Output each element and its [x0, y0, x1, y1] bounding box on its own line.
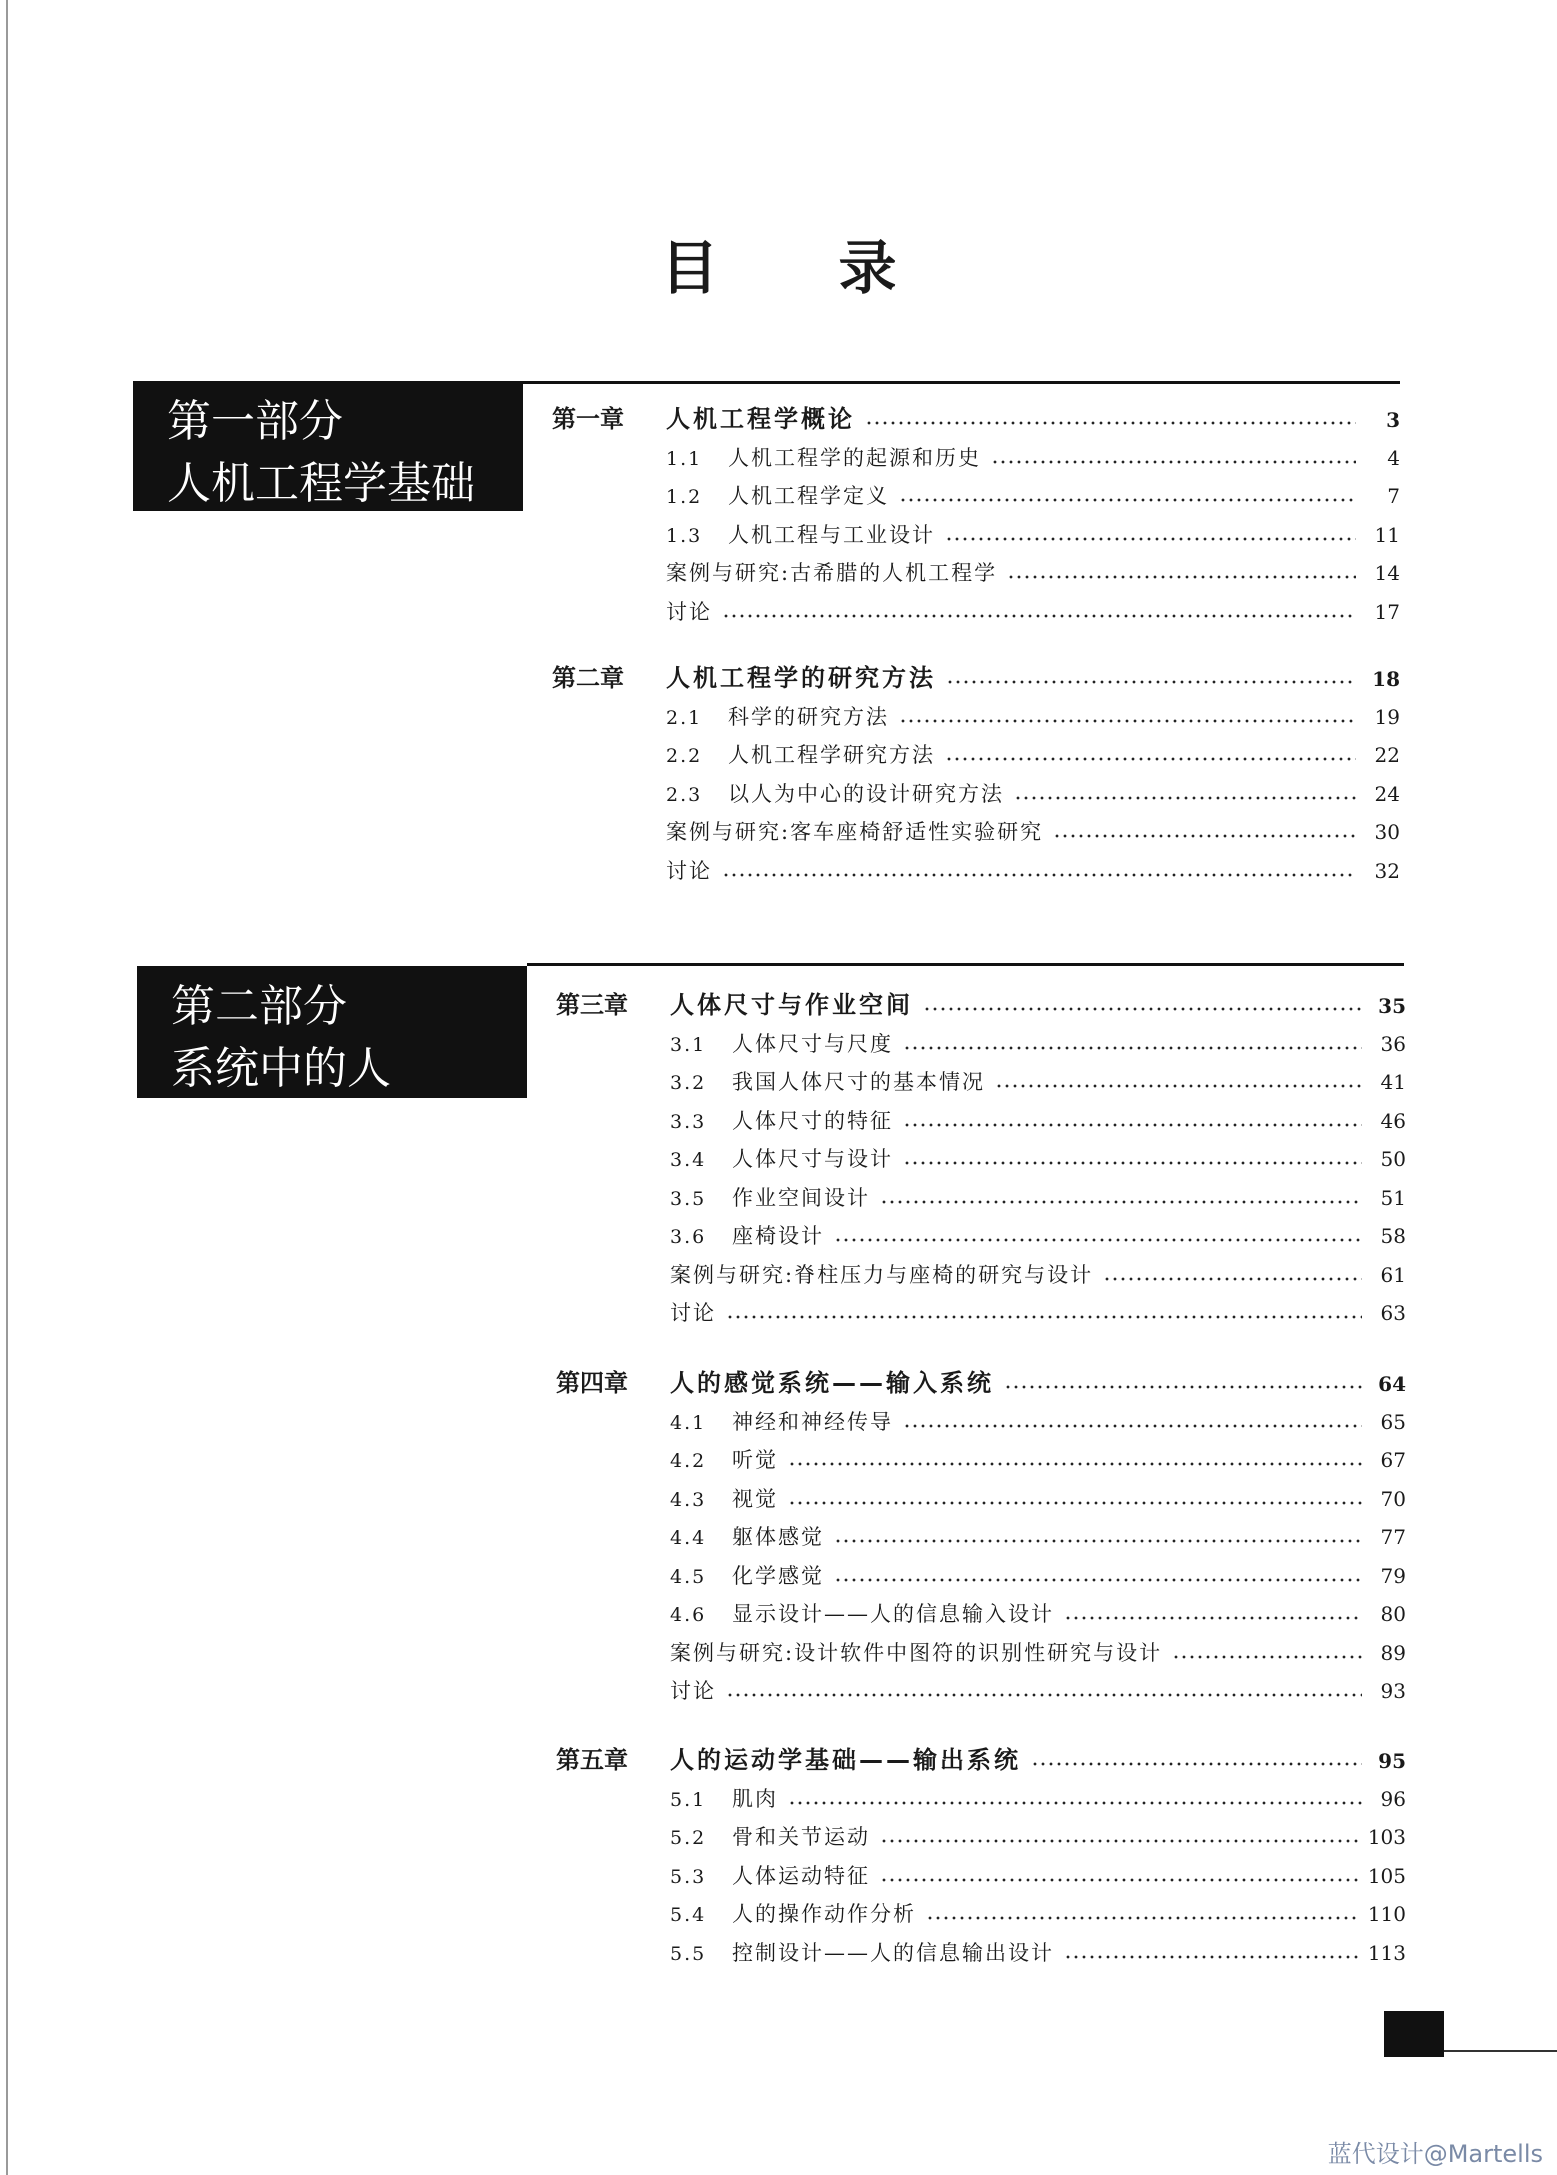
toc-entry-row — [670, 1522, 1406, 1552]
section-number: 3.1 — [670, 1033, 707, 1056]
dot-leader — [1004, 1385, 1362, 1389]
dot-leader — [1064, 1616, 1362, 1620]
dot-leader — [722, 873, 1356, 877]
page-number: 24 — [1374, 781, 1400, 806]
toc-entry-row — [670, 1676, 1406, 1706]
page-number: 41 — [1380, 1070, 1406, 1094]
section-number: 4.2 — [670, 1450, 707, 1472]
part-one-banner — [133, 381, 523, 511]
section-title: 作业空间设计 — [732, 1185, 870, 1210]
dot-leader — [834, 1578, 1362, 1582]
dot-leader — [899, 719, 1356, 723]
page-number: 63 — [1380, 1301, 1406, 1325]
dot-leader — [1007, 575, 1356, 579]
page-number: 51 — [1380, 1185, 1406, 1210]
chapter-title: 人机工程学概论 — [666, 405, 855, 433]
section-title: 肌肉 — [732, 1786, 778, 1811]
toc-entry-row — [666, 702, 1400, 732]
dot-leader — [903, 1123, 1362, 1127]
page-number: 36 — [1380, 1031, 1406, 1056]
page-number: 11 — [1374, 522, 1400, 547]
page-number: 22 — [1374, 743, 1400, 767]
toc-entry-row — [670, 1784, 1406, 1814]
page-corner-tab — [1384, 2011, 1444, 2057]
part-two-banner — [137, 966, 527, 1098]
dot-leader — [903, 1046, 1362, 1050]
part-one-rule — [523, 381, 1400, 384]
section-title: 讨论 — [670, 1301, 716, 1325]
part-two-label: 第二部分 — [171, 981, 347, 1032]
section-title: 化学感觉 — [732, 1563, 824, 1588]
section-title: 躯体感觉 — [732, 1525, 824, 1549]
page-number: 64 — [1378, 1372, 1406, 1396]
section-title: 案例与研究:脊柱压力与座椅的研究与设计 — [670, 1262, 1094, 1287]
toc-chapter-row — [556, 1368, 1406, 1398]
page-number: 35 — [1378, 994, 1406, 1018]
section-number: 4.3 — [670, 1488, 707, 1511]
toc-entry-row — [670, 1221, 1406, 1251]
page-number: 65 — [1380, 1409, 1406, 1434]
page-number: 17 — [1374, 599, 1400, 624]
page-number: 3 — [1386, 408, 1400, 432]
section-number: 2.2 — [666, 745, 703, 767]
section-number: 5.2 — [670, 1827, 707, 1849]
toc-entry-row — [666, 597, 1400, 627]
section-title: 讨论 — [666, 858, 712, 883]
section-title: 人体尺寸与设计 — [732, 1147, 893, 1171]
section-number: 1.1 — [666, 447, 703, 470]
toc-entry-row — [666, 520, 1400, 550]
page-number: 70 — [1380, 1486, 1406, 1511]
dot-leader — [865, 421, 1356, 425]
toc-entry-row — [666, 817, 1400, 847]
toc-entry-row — [666, 779, 1400, 809]
dot-leader — [1031, 1762, 1362, 1766]
part-one-label: 第一部分 — [167, 396, 343, 447]
dot-leader — [726, 1693, 1362, 1697]
page-number: 79 — [1380, 1563, 1406, 1588]
section-number: 5.5 — [670, 1942, 707, 1965]
chapter-label: 第五章 — [556, 1746, 628, 1774]
page-number: 105 — [1367, 1863, 1406, 1888]
dot-leader — [788, 1501, 1362, 1505]
toc-entry-row — [670, 1407, 1406, 1437]
dot-leader — [880, 1200, 1362, 1204]
section-number: 3.6 — [670, 1226, 707, 1248]
chapter-title: 人体尺寸与作业空间 — [670, 991, 913, 1019]
dot-leader — [1014, 796, 1356, 800]
dot-leader — [923, 1007, 1362, 1011]
section-title: 人机工程学定义 — [728, 484, 889, 508]
section-number: 4.6 — [670, 1604, 707, 1626]
page-number: 93 — [1380, 1679, 1406, 1703]
section-title: 以人为中心的设计研究方法 — [728, 781, 1004, 806]
part-two-rule — [527, 963, 1404, 966]
page-number: 4 — [1387, 445, 1400, 470]
toc-entry-row — [670, 1484, 1406, 1514]
chapter-label: 第四章 — [556, 1369, 628, 1397]
section-title: 科学的研究方法 — [728, 704, 889, 729]
dot-leader — [903, 1161, 1362, 1165]
dot-leader — [945, 757, 1356, 761]
toc-entry-row — [666, 558, 1400, 588]
page-number: 103 — [1367, 1825, 1406, 1849]
page-number: 7 — [1387, 484, 1400, 508]
section-title: 座椅设计 — [732, 1224, 824, 1248]
toc-chapter-row — [556, 1745, 1406, 1775]
page-title: 目录 — [660, 234, 1017, 302]
section-number: 4.4 — [670, 1527, 707, 1549]
dot-leader — [834, 1238, 1362, 1242]
page-number: 14 — [1374, 561, 1400, 585]
section-title: 人的操作动作分析 — [732, 1902, 916, 1926]
section-number: 2.1 — [666, 706, 703, 729]
part-one-subtitle: 人机工程学基础 — [167, 458, 475, 509]
toc-entry-row — [670, 1822, 1406, 1852]
toc-entry-row — [670, 1067, 1406, 1097]
page-number: 96 — [1380, 1786, 1406, 1811]
toc-entry-row — [666, 443, 1400, 473]
dot-leader — [903, 1424, 1362, 1428]
section-title: 讨论 — [670, 1679, 716, 1703]
toc-entry-row — [670, 1561, 1406, 1591]
section-number: 5.4 — [670, 1904, 707, 1926]
dot-leader — [946, 680, 1356, 684]
dot-leader — [788, 1462, 1362, 1466]
page-number: 30 — [1374, 820, 1400, 844]
section-number: 3.4 — [670, 1149, 707, 1171]
page-number: 58 — [1380, 1224, 1406, 1248]
dot-leader — [945, 537, 1356, 541]
section-number: 4.1 — [670, 1411, 707, 1434]
page-number: 50 — [1380, 1147, 1406, 1171]
toc-entry-row — [670, 1260, 1406, 1290]
page-number: 61 — [1380, 1262, 1406, 1287]
page-edge — [6, 0, 8, 2175]
toc-entry-row — [670, 1938, 1406, 1968]
toc-entry-row — [666, 856, 1400, 886]
section-title: 神经和神经传导 — [732, 1409, 893, 1434]
section-title: 显示设计——人的信息输入设计 — [732, 1602, 1054, 1626]
toc-entry-row — [670, 1445, 1406, 1475]
dot-leader — [726, 1315, 1362, 1319]
toc-entry-row — [670, 1861, 1406, 1891]
section-number: 1.2 — [666, 486, 703, 508]
toc-entry-row — [666, 481, 1400, 511]
page-number: 19 — [1374, 704, 1400, 729]
dot-leader — [1172, 1655, 1362, 1659]
chapter-title: 人的感觉系统——输入系统 — [670, 1369, 994, 1397]
toc-chapter-row — [552, 404, 1400, 434]
watermark: 蓝代设计@Martells — [1327, 2140, 1543, 2168]
toc-entry-row — [670, 1638, 1406, 1668]
page-number: 113 — [1367, 1940, 1406, 1965]
section-number: 3.3 — [670, 1110, 707, 1133]
page-number: 89 — [1380, 1640, 1406, 1665]
dot-leader — [834, 1539, 1362, 1543]
section-title: 案例与研究:古希腊的人机工程学 — [666, 561, 998, 585]
section-title: 视觉 — [732, 1486, 778, 1511]
page-number: 67 — [1380, 1448, 1406, 1472]
section-number: 5.3 — [670, 1865, 707, 1888]
dot-leader — [991, 460, 1356, 464]
dot-leader — [880, 1878, 1358, 1882]
section-title: 人机工程学的起源和历史 — [728, 445, 981, 470]
toc-entry-row — [670, 1298, 1406, 1328]
section-title: 骨和关节运动 — [732, 1825, 870, 1849]
section-title: 听觉 — [732, 1448, 778, 1472]
chapter-label: 第二章 — [552, 664, 624, 692]
section-title: 我国人体尺寸的基本情况 — [732, 1070, 985, 1094]
section-title: 案例与研究:客车座椅舒适性实验研究 — [666, 820, 1044, 844]
section-title: 人体尺寸与尺度 — [732, 1031, 893, 1056]
section-number: 3.5 — [670, 1187, 707, 1210]
page-number: 18 — [1372, 667, 1400, 691]
toc-entry-row — [670, 1144, 1406, 1174]
toc-chapter-row — [552, 663, 1400, 693]
section-title: 控制设计——人的信息输出设计 — [732, 1940, 1054, 1965]
toc-entry-row — [670, 1106, 1406, 1136]
toc-entry-row — [670, 1899, 1406, 1929]
page-corner-line — [1444, 2050, 1557, 2052]
section-number: 1.3 — [666, 524, 703, 547]
section-title: 讨论 — [666, 599, 712, 624]
section-number: 5.1 — [670, 1788, 707, 1811]
section-title: 人机工程学研究方法 — [728, 743, 935, 767]
dot-leader — [995, 1084, 1362, 1088]
dot-leader — [788, 1801, 1362, 1805]
page-number: 95 — [1378, 1749, 1406, 1773]
page-number: 32 — [1374, 858, 1400, 883]
chapter-label: 第一章 — [552, 405, 624, 433]
dot-leader — [899, 498, 1356, 502]
section-title: 人机工程与工业设计 — [728, 522, 935, 547]
chapter-label: 第三章 — [556, 991, 628, 1019]
section-number: 3.2 — [670, 1072, 707, 1094]
dot-leader — [722, 614, 1356, 618]
page-number: 77 — [1380, 1525, 1406, 1549]
toc-chapter-row — [556, 990, 1406, 1020]
toc-entry-row — [670, 1599, 1406, 1629]
section-title: 人体运动特征 — [732, 1863, 870, 1888]
dot-leader — [1053, 834, 1356, 838]
section-title: 人体尺寸的特征 — [732, 1108, 893, 1133]
section-number: 4.5 — [670, 1565, 707, 1588]
section-number: 2.3 — [666, 783, 703, 806]
page-number: 80 — [1380, 1602, 1406, 1626]
dot-leader — [1103, 1277, 1362, 1281]
toc-entry-row — [670, 1183, 1406, 1213]
toc-entry-row — [670, 1029, 1406, 1059]
section-title: 案例与研究:设计软件中图符的识别性研究与设计 — [670, 1640, 1163, 1665]
dot-leader — [880, 1839, 1358, 1843]
chapter-title: 人的运动学基础——输出系统 — [670, 1746, 1021, 1774]
chapter-title: 人机工程学的研究方法 — [666, 664, 936, 692]
dot-leader — [926, 1916, 1358, 1920]
page-number: 110 — [1367, 1902, 1406, 1926]
part-two-subtitle: 系统中的人 — [171, 1043, 391, 1094]
dot-leader — [1064, 1955, 1358, 1959]
toc-entry-row — [666, 740, 1400, 770]
page-number: 46 — [1380, 1108, 1406, 1133]
